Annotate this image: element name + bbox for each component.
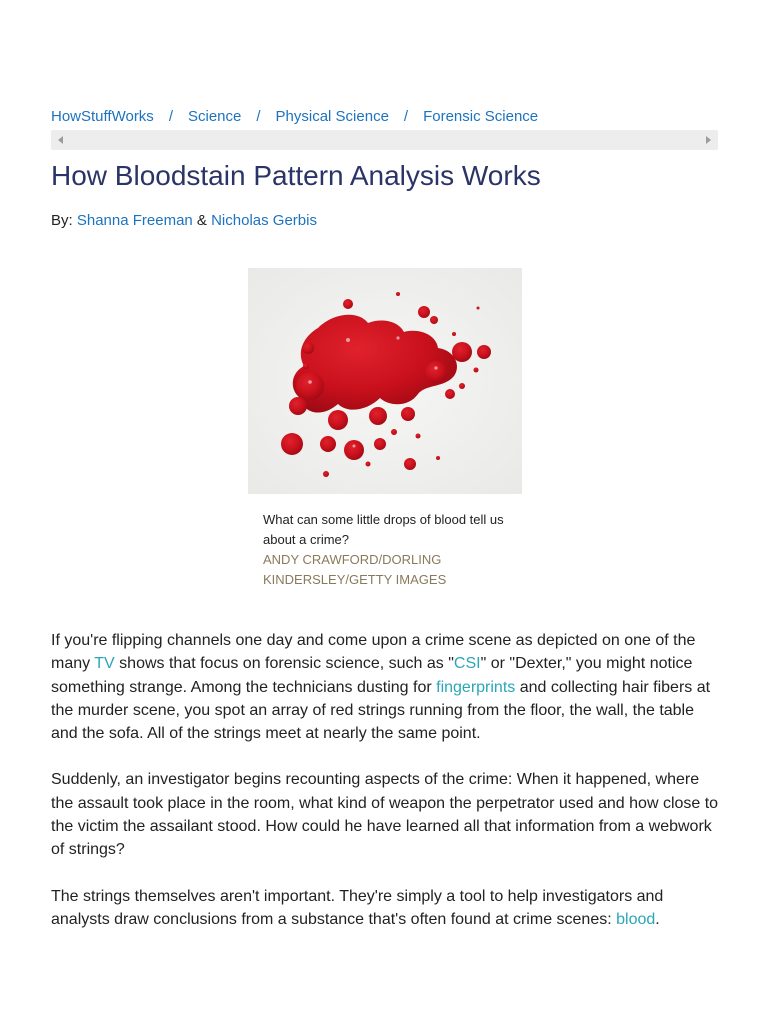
author-link-nicholas-gerbis[interactable]: Nicholas Gerbis [211, 212, 317, 229]
image-caption [263, 510, 513, 590]
caption-text: What can some little drops of blood tell us about a crime? [263, 512, 504, 547]
paragraph-text: and collecting hair fibers at the murder scene, you spot an array of red strings running from the floor, the wall, the table and the sofa. All of the strings meet at nearly the same point. [51, 678, 711, 743]
page-bottom-mask [0, 938, 768, 1024]
article-image[interactable] [248, 268, 522, 494]
breadcrumb-separator: / [403, 108, 409, 125]
link-fingerprints[interactable]: fingerprints [436, 678, 516, 696]
link-tv[interactable]: TV [94, 655, 115, 673]
paragraph-1 [51, 629, 721, 745]
paragraph-3 [51, 885, 721, 932]
breadcrumb-separator: / [256, 108, 261, 125]
blood-splatter-image [248, 268, 522, 494]
breadcrumb-physical-science[interactable]: Physical Science [275, 108, 389, 125]
author-link-shanna-freeman[interactable]: Shanna Freeman [76, 212, 193, 229]
breadcrumb [51, 108, 538, 125]
scroll-right-arrow-icon[interactable] [706, 136, 711, 144]
paragraph-text: . [655, 910, 660, 928]
scroll-left-arrow-icon[interactable] [58, 136, 63, 144]
image-credit: ANDY CRAWFORD/DORLING KINDERSLEY/GETTY IMAGES [263, 552, 447, 587]
paragraph-text: shows that focus on forensic science, such as " [114, 655, 454, 673]
article-body [51, 629, 721, 954]
paragraph-text: The strings themselves aren't important. They're simply a tool to help investigators and analysts draw conclusions from a substance that's often found at crime scenes: [51, 887, 664, 928]
breadcrumb-forensic-science[interactable]: Forensic Science [423, 108, 539, 125]
paragraph-2: Suddenly, an investigator begins recounting aspects of the crime: When it happened, where the assault took place in the room, what kind of weapon the perpetrator used and how close to the victim the assailant stood. How could he have learned all that information from a webwork of strings? [51, 771, 719, 859]
link-blood[interactable]: blood [616, 910, 656, 928]
author-joiner: & [192, 212, 212, 229]
link-csi[interactable]: CSI [453, 655, 481, 673]
byline-prefix: By: [51, 212, 77, 229]
breadcrumb-howstuffworks[interactable]: HowStuffWorks [51, 108, 154, 125]
paragraph-text: If you're flipping channels one day and come upon a crime scene as depicted on one of the many [51, 632, 696, 673]
breadcrumb-science[interactable]: Science [187, 108, 242, 125]
breadcrumb-separator: / [168, 108, 173, 125]
paragraph-text: " or "Dexter," you might notice something strange. Among the technicians dusting for [51, 655, 693, 696]
byline [51, 212, 317, 229]
breadcrumb-horizontal-scrollbar[interactable] [51, 130, 718, 150]
article-title: How Bloodstain Pattern Analysis Works [51, 160, 541, 191]
